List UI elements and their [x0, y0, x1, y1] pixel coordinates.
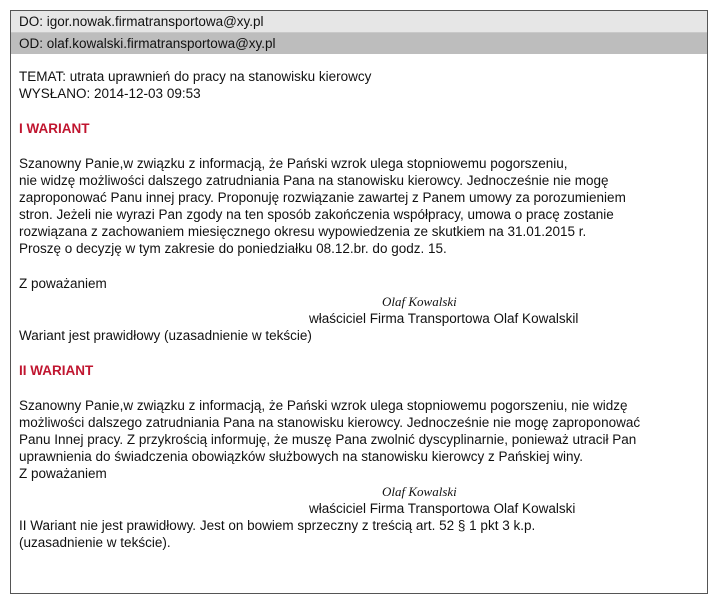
variant-2-letter	[19, 397, 699, 465]
variant-1-signature-title: właściciel Firma Transportowa Olaf Kowalskil	[309, 311, 579, 326]
variant-2-signature-title: właściciel Firma Transportowa Olaf Kowalski	[309, 501, 576, 516]
letter-line: Panu Innej pracy. Z przykrością informuję, że muszę Pana zwolnić dyscyplinarnie, ponieważ utracił Pan	[19, 432, 637, 447]
sent-date: WYSŁANO: 2014-12-03 09:53	[19, 86, 201, 101]
letter-line: możliwości dalszego zatrudniania Pana na stanowisku kierowcy. Jednocześnie nie mogę zaproponować	[19, 415, 641, 430]
sender-field: OD: olaf.kowalski.firmatransportowa@xy.pl	[11, 33, 707, 54]
variant-1-heading: I WARIANT	[19, 121, 90, 136]
variant-2-heading: II WARIANT	[19, 363, 94, 378]
letter-line: stron. Jeżeli nie wyrazi Pan zgody na ten sposób zakończenia współpracy, umowa o pracę zostanie	[19, 207, 614, 222]
letter-line: rozwiązana z zachowaniem miesięcznego okresu wypowiedzenia ze skutkiem na 31.01.2015 r.	[19, 224, 587, 239]
variant-2-signature-name: Olaf Kowalski	[382, 484, 457, 499]
variant-1-regards: Z poważaniem	[19, 276, 107, 291]
letter-line: Proszę o decyzję w tym zakresie do poniedziałku 08.12.br. do godz. 15.	[19, 241, 447, 256]
recipient-field: DO: igor.nowak.firmatransportowa@xy.pl	[11, 11, 707, 33]
variant-1-signature-name: Olaf Kowalski	[382, 294, 457, 309]
variant-2-verdict	[19, 517, 699, 551]
variant-1-letter	[19, 155, 699, 257]
verdict-line: II Wariant nie jest prawidłowy. Jest on bowiem sprzeczny z treścią art. 52 § 1 pkt 3 k.p.	[19, 518, 536, 533]
letter-line: nie widzę możliwości dalszego zatrudniania Pana na stanowisku kierowcy. Jednocześnie nie mogę	[19, 173, 609, 188]
email-document	[10, 10, 708, 594]
email-meta	[19, 68, 699, 102]
subject-line: TEMAT: utrata uprawnień do pracy na stanowisku kierowcy	[19, 69, 372, 84]
variant-2-regards: Z poważaniem	[19, 466, 107, 481]
letter-line: Szanowny Panie,w związku z informacją, że Pański wzrok ulega stopniowemu pogorszeniu,	[19, 156, 568, 171]
variant-1-verdict: Wariant jest prawidłowy (uzasadnienie w tekście)	[19, 328, 312, 343]
letter-line: uprawnienia do świadczenia obowiązków służbowych na stanowisku kierowcy z Pańskiej winy.	[19, 449, 584, 464]
letter-line: Szanowny Panie,w związku z informacją, że Pański wzrok ulega stopniowemu pogorszeniu, nie widzę	[19, 398, 628, 413]
verdict-line: (uzasadnienie w tekście).	[19, 535, 171, 550]
letter-line: zaproponować Panu innej pracy. Proponuję rozwiązanie zawartej z Panem umowy za porozumieniem	[19, 190, 626, 205]
email-body	[11, 68, 707, 551]
